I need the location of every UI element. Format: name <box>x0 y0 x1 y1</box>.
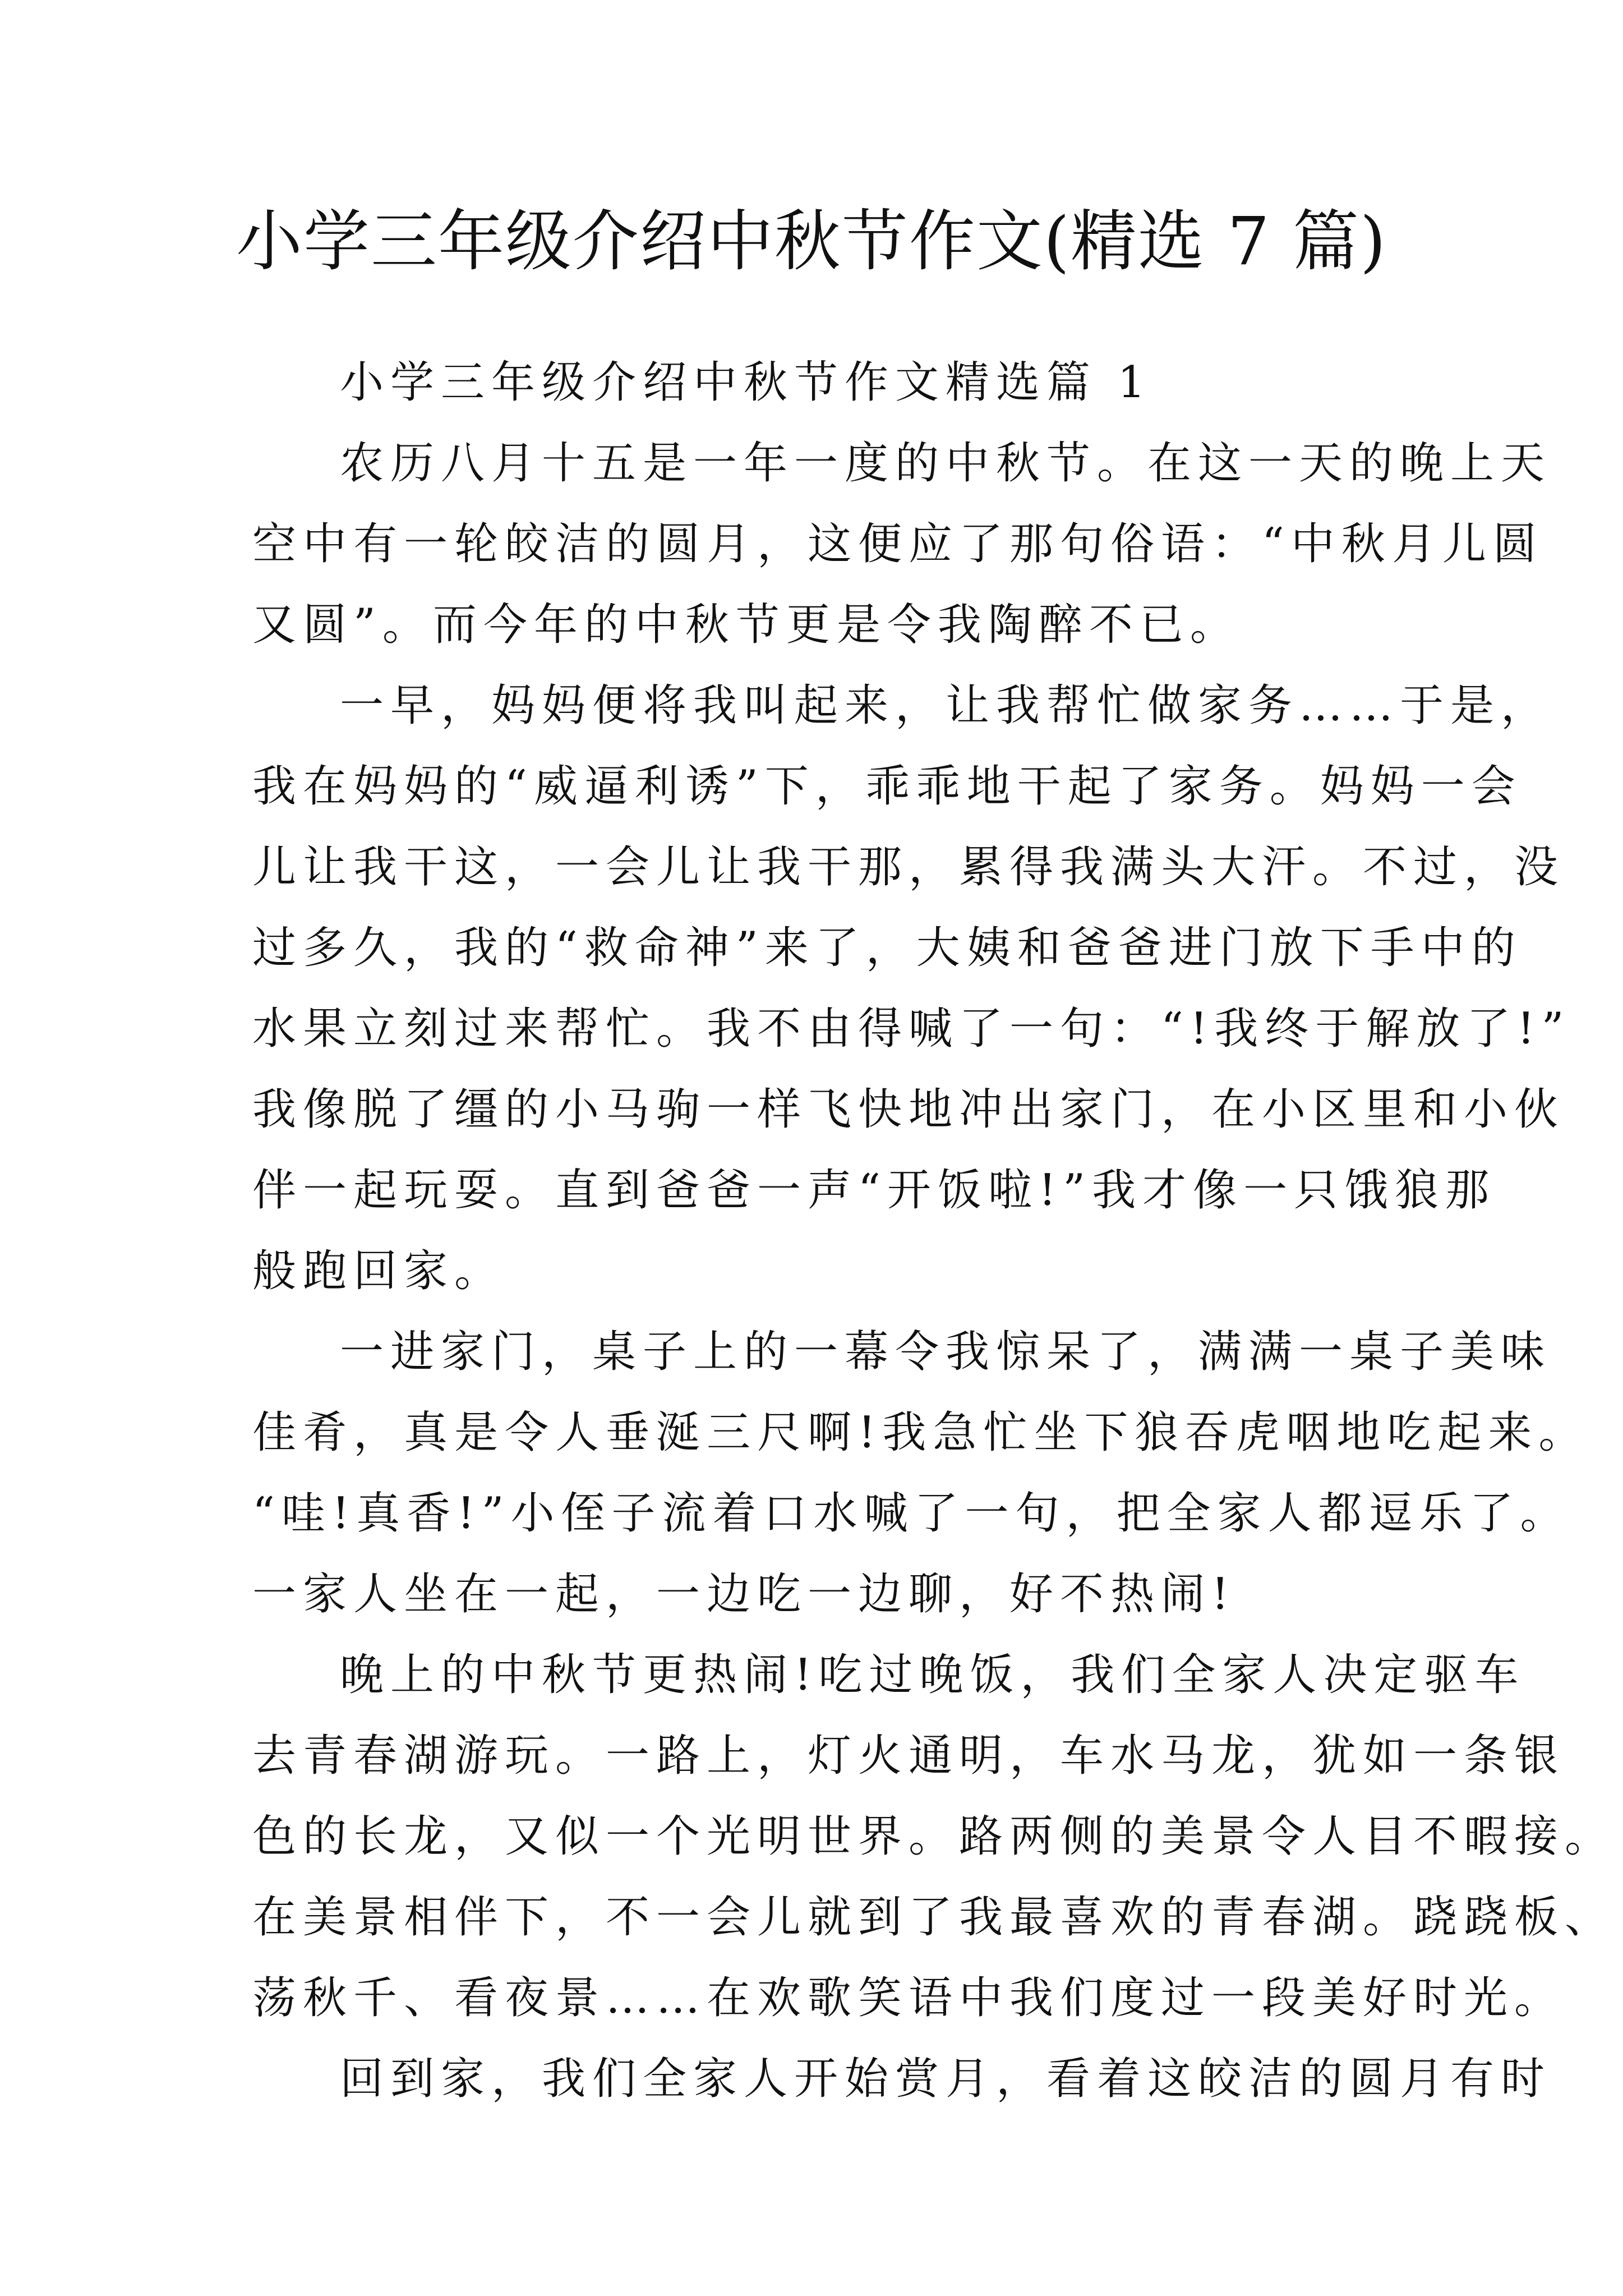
document-title: 小学三年级介绍中秋节作文(精选 7 篇) <box>236 203 1387 280</box>
paragraph-line: 一早，妈妈便将我叫起来，让我帮忙做家务……于是， <box>340 680 1552 731</box>
section-heading: 小学三年级介绍中秋节作文精选篇 1 <box>340 357 1152 408</box>
paragraph-line: 一进家门，桌子上的一幕令我惊呆了，满满一桌子美味 <box>340 1327 1552 1377</box>
paragraph-line: “哇!真香!”小侄子流着口水喊了一句，把全家人都逗乐了。 <box>252 1488 1571 1539</box>
paragraph-line: 佳肴，真是令人垂涎三尺啊!我急忙坐下狼吞虎咽地吃起来。 <box>252 1407 1589 1458</box>
paragraph-line: 在美景相伴下，不一会儿就到了我最喜欢的青春湖。跷跷板、 <box>252 1892 1616 1943</box>
paragraph-line: 过多久，我的“救命神”来了，大姨和爸爸进门放下手中的 <box>252 923 1522 973</box>
paragraph-line: 农历八月十五是一年一度的中秋节。在这一天的晚上天 <box>340 438 1552 489</box>
paragraph-line: 我像脱了缰的小马驹一样飞快地冲出家门，在小区里和小伙 <box>252 1084 1565 1135</box>
paragraph-line: 我在妈妈的“威逼利诱”下，乖乖地干起了家务。妈妈一会 <box>252 761 1522 812</box>
paragraph-line: 一家人坐在一起，一边吃一边聊，好不热闹! <box>252 1569 1236 1619</box>
document-body <box>252 342 1616 2119</box>
paragraph-line: 回到家，我们全家人开始赏月，看着这皎洁的圆月有时 <box>340 2054 1552 2104</box>
paragraph-line: 水果立刻过来帮忙。我不由得喊了一句：“!我终于解放了!” <box>252 1004 1571 1054</box>
paragraph-line: 又圆”。而今年的中秋节更是令我陶醉不已。 <box>252 600 1241 650</box>
paragraph-line: 伴一起玩耍。直到爸爸一声“开饭啦!”我才像一只饿狼那 <box>252 1165 1496 1216</box>
paragraph-line: 色的长龙，又似一个光明世界。路两侧的美景令人目不暇接。 <box>252 1811 1616 1862</box>
paragraph-line: 荡秋千、看夜景……在欢歌笑语中我们度过一段美好时光。 <box>252 1973 1565 2023</box>
paragraph-line: 般跑回家。 <box>252 1246 505 1296</box>
paragraph-line: 儿让我干这，一会儿让我干那，累得我满头大汗。不过，没 <box>252 842 1565 892</box>
paragraph-line: 晚上的中秋节更热闹!吃过晚饭，我们全家人决定驱车 <box>340 1650 1525 1700</box>
paragraph-line: 去青春湖游玩。一路上，灯火通明，车水马龙，犹如一条银 <box>252 1731 1565 1781</box>
paragraph-line: 空中有一轮皎洁的圆月，这便应了那句俗语：“中秋月儿圆 <box>252 519 1543 569</box>
